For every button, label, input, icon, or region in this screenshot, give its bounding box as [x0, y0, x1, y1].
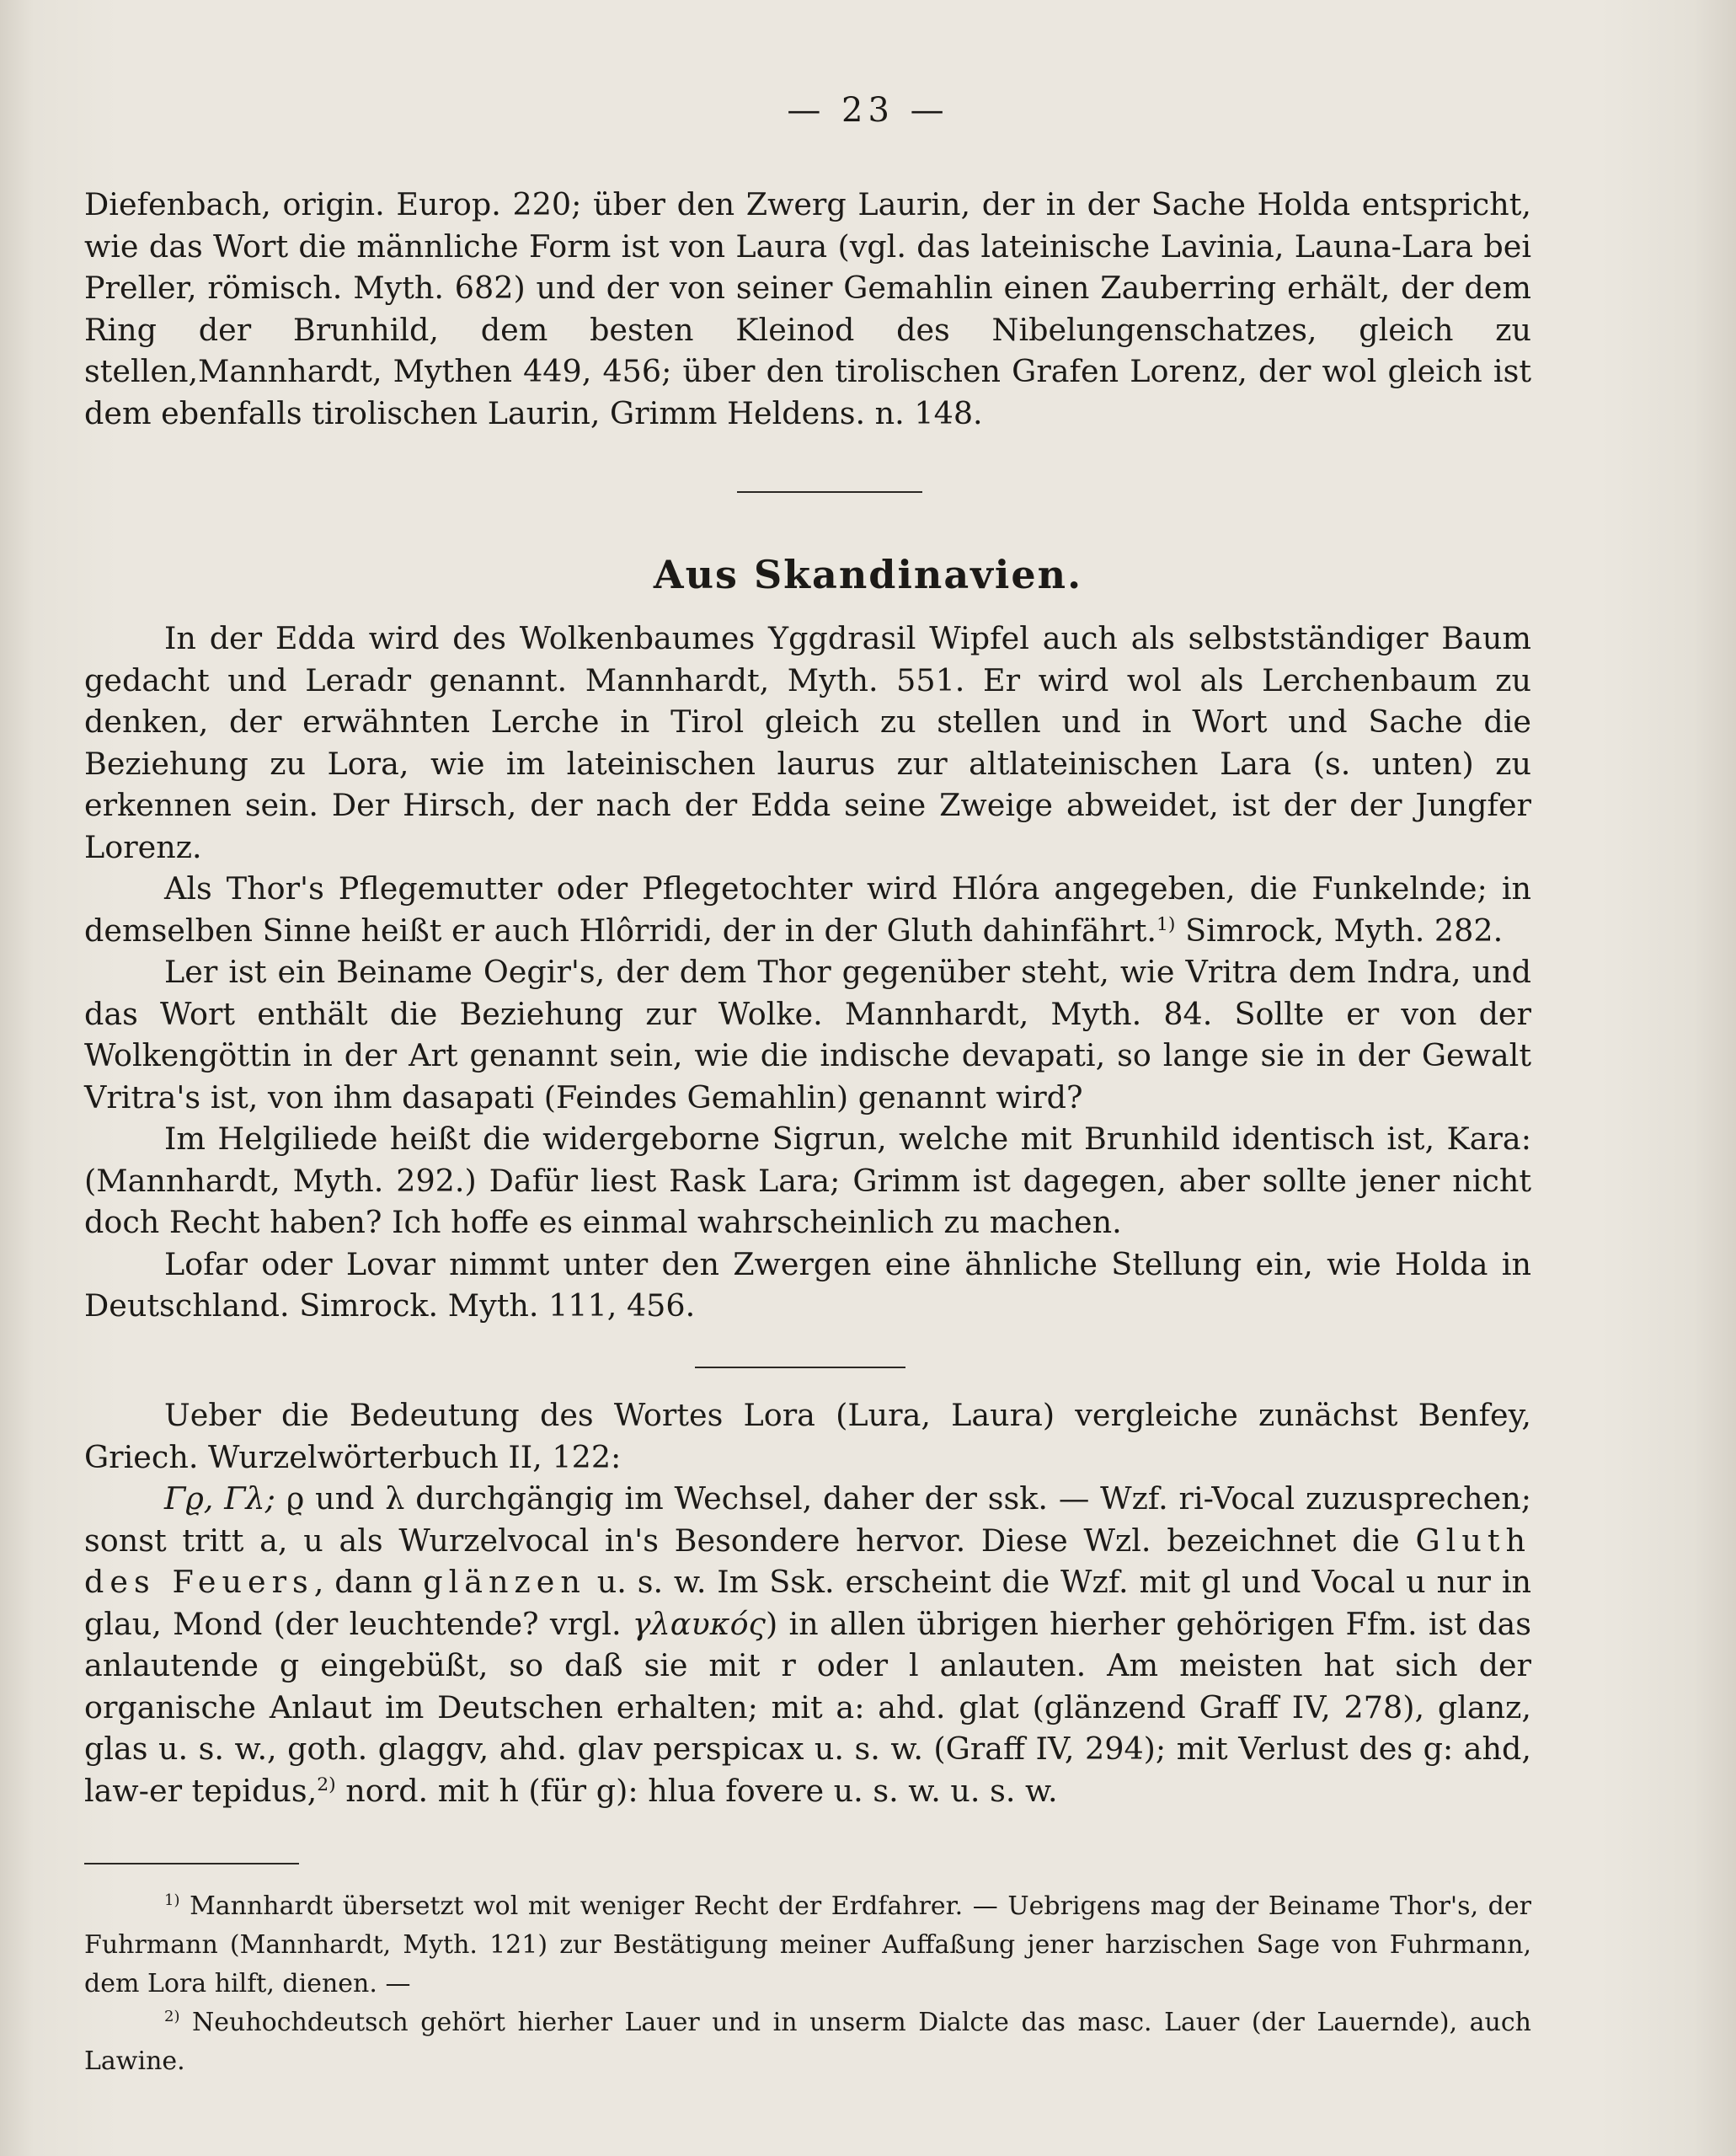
spaced-gluth-des-feuers: Gluth des Feuers — [84, 1522, 1531, 1600]
skandinavien-section — [84, 618, 1531, 1327]
greek-roots: Γϱ, Γλ; — [164, 1480, 275, 1517]
footnote-1-text: Mannhardt übersetzt wol mit weniger Recht der Erdfahrer. — Uebrigens mag der Beiname Thor's, der Fuhrmann (Mannhardt, Myth. 121) zur Bestätigung meiner Auffaßung jener harzischen Sage von Fuhrmann, dem Lora hilft, dienen. — — [84, 1891, 1531, 1998]
gr-text-1: ϱ und λ durchgängig im Wechsel, daher der ssk. — Wzf. ri-Vocal zuzusprechen; sonst tritt a, u als Wurzelvocal in's Besondere hervor. Diese Wzl. bezeichnet die — [84, 1480, 1532, 1559]
footnote-2-text: Neuhochdeutsch gehört hierher Lauer und in unserm Dialcte das masc. Lauer (der Lauernde), auch Lawine. — [84, 2008, 1531, 2076]
footnote-mark-2: 2) — [164, 2008, 180, 2025]
section-divider — [737, 491, 922, 493]
footnote-ref-1[interactable]: 1) — [1156, 913, 1176, 935]
paragraph-lofar: Lofar oder Lovar nimmt unter den Zwergen eine ähnliche Stellung ein, wie Holda in Deutschland. Simrock. Myth. 111, 456. — [84, 1245, 1531, 1324]
footnote-1 — [84, 1887, 1531, 2004]
spaced-glaenzen: glänzen — [423, 1564, 586, 1600]
paragraph-thor-text: Als Thor's Pflegemutter oder Pflegetochter wird Hlóra angegeben, die Funkelnde; in demselben Sinne heißt er auch Hlôrridi, der in der Gluth dahinfährt. — [84, 870, 1531, 949]
intro-paragraph-block — [84, 184, 1531, 434]
paragraph-thor — [84, 868, 1531, 951]
gr-text-5: nord. mit h (für g): hlua fovere u. s. w. u. s. w. — [335, 1772, 1058, 1809]
footnote-ref-2[interactable]: 2) — [317, 1773, 336, 1795]
page-number: — 23 — — [787, 91, 949, 130]
gr-text-3: u. s. w. Im Ssk. erscheint die Wzf. mit gl und Vocal u nur in glau, Mond (der leuchtende? vrgl. — [84, 1564, 1531, 1642]
footnote-mark-1: 1) — [164, 1891, 180, 1909]
gr-text-4: ) in allen übrigen hierher gehörigen Ffm. ist das anlautende g eingebüßt, so daß sie mit r oder l anlauten. Am meisten hat sich der organische Anlaut im Deutschen erhalten; mit a: ahd. glat (glänzend Graff IV, 278), glanz, glas u. s. w., goth. glaggv, ahd. glav perspicax u. s. w. (Graff IV, 294); mit Verlust des g: ahd, law-er tepidus, — [84, 1605, 1532, 1809]
gr-text-2: , dann — [313, 1564, 424, 1600]
paragraph-edda: In der Edda wird des Wolkenbaumes Yggdrasil Wipfel auch als selbstständiger Baum gedacht und Leradr genannt. Mannhardt, Myth. 551. Er wird wol als Lerchenbaum zu denken, der erwähnten Lerche in Tirol gleich zu stellen und in Wort und Sache die Beziehung zu Lora, wie im lateinischen laurus zur altlateinischen Lara (s. unten) zu erkennen sein. Der Hirsch, der nach der Edda seine Zweige abweidet, ist der der Jungfer Lorenz. — [84, 620, 1531, 865]
footnotes — [84, 1887, 1531, 2081]
paragraph-thor-citation: Simrock, Myth. 282. — [1175, 912, 1504, 949]
paragraph-ueber: Ueber die Bedeutung des Wortes Lora (Lura, Laura) vergleiche zunächst Benfey, Griech. Wurzelwörterbuch II, 122: — [84, 1397, 1531, 1475]
section-heading: Aus Skandinavien. — [653, 552, 1083, 597]
intro-paragraph: Diefenbach, origin. Europ. 220; über den Zwerg Laurin, der in der Sache Holda entspricht, wie das Wort die männliche Form ist von Laura (vgl. das lateinische Lavinia, Launa-Lara bei Preller, römisch. Myth. 682) und der von seiner Gemahlin einen Zauberring erhält, der dem Ring der Brunhild, dem besten Kleinod des Nibelungenschatzes, gleich zu stellen,Mannhardt, Mythen 449, 456; über den tirolischen Grafen Lorenz, der wol gleich ist dem ebenfalls tirolischen Laurin, Grimm Heldens. n. 148. — [84, 186, 1531, 431]
section-divider-2 — [695, 1367, 905, 1368]
paragraph-greek-root — [84, 1478, 1531, 1811]
etymology-section — [84, 1394, 1531, 1811]
greek-word-glaukos: γλαυκός — [632, 1605, 766, 1642]
paragraph-ler: Ler ist ein Beiname Oegir's, der dem Thor gegenüber steht, wie Vritra dem Indra, und das Wort enthält die Beziehung zur Wolke. Mannhardt, Myth. 84. Sollte er von der Wolkengöttin in der Art genannt sein, wie die indische devapati, so lange sie in der Gewalt Vritra's ist, von ihm dasapati (Feindes Gemahlin) genannt wird? — [84, 954, 1531, 1115]
footnote-rule — [84, 1863, 299, 1864]
footnote-2 — [84, 2004, 1531, 2081]
paragraph-helgiliede: Im Helgiliede heißt die widergeborne Sigrun, welche mit Brunhild identisch ist, Kara: (Mannhardt, Myth. 292.) Dafür liest Rask Lara; Grimm ist dagegen, aber sollte jener nicht doch Recht haben? Ich hoffe es einmal wahrscheinlich zu machen. — [84, 1121, 1531, 1240]
